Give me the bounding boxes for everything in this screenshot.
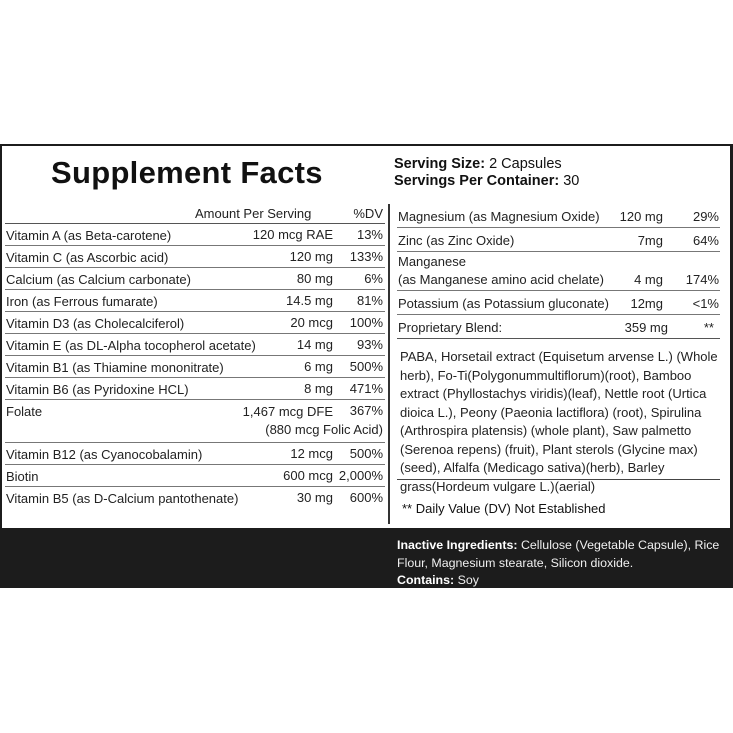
nutrient-name: Calcium (as Calcium carbonate): [6, 272, 191, 287]
nutrient-name: Vitamin E (as DL-Alpha tocopherol acetate): [6, 338, 256, 353]
inactive-label: Inactive Ingredients:: [397, 538, 518, 552]
servings-per-container-label: Servings Per Container:: [394, 173, 560, 189]
proprietary-blend-row: [397, 315, 720, 339]
folate-amount-line1: 1,467 mcg DFE: [242, 404, 333, 419]
nutrient-row: [5, 312, 385, 334]
manganese-name-line1: Manganese: [398, 254, 466, 269]
nutrient-name: Vitamin C (as Ascorbic acid): [6, 250, 169, 265]
nutrient-name: Vitamin A (as Beta-carotene): [6, 228, 172, 243]
nutrient-amount: 120 mg: [619, 209, 663, 224]
nutrient-amount: 120 mg: [289, 249, 333, 264]
zinc-row: [397, 228, 720, 252]
nutrient-dv: 29%: [692, 209, 719, 224]
blend-name: Proprietary Blend:: [398, 320, 503, 335]
nutrient-amount: 12mg: [630, 296, 663, 311]
nutrient-amount: 600 mcg: [283, 468, 333, 483]
nutrient-name: Vitamin B6 (as Pyridoxine HCL): [6, 382, 189, 397]
nutrient-row: [5, 334, 385, 356]
manganese-row: [397, 252, 720, 291]
nutrient-dv: 93%: [356, 337, 383, 352]
header-dv: %DV: [353, 206, 383, 221]
nutrient-row: [5, 246, 385, 268]
left-nutrient-table: [5, 204, 385, 508]
nutrient-name: Vitamin D3 (as Cholecalciferol): [6, 316, 185, 331]
nutrient-amount: 30 mg: [296, 490, 333, 505]
potassium-row: [397, 291, 720, 315]
nutrient-row: [5, 487, 385, 508]
nutrient-amount: 12 mcg: [290, 446, 333, 461]
nutrient-dv: 6%: [364, 271, 383, 286]
contains-value: Soy: [457, 573, 479, 587]
nutrient-name: Folate: [6, 404, 43, 419]
nutrient-dv: 100%: [349, 315, 383, 330]
nutrient-name: Vitamin B12 (as Cyanocobalamin): [6, 447, 203, 462]
nutrient-dv: 64%: [692, 233, 719, 248]
nutrient-name: Iron (as Ferrous fumarate): [6, 294, 158, 309]
nutrient-amount: 8 mg: [304, 381, 333, 396]
nutrient-dv: <1%: [692, 296, 719, 311]
nutrient-amount: 6 mg: [304, 359, 333, 374]
nutrient-row: [5, 356, 385, 378]
nutrient-amount: 14 mg: [296, 337, 333, 352]
blend-amount: 359 mg: [624, 320, 668, 335]
nutrient-amount: 80 mg: [296, 271, 333, 286]
nutrient-row: [5, 465, 385, 487]
nutrient-amount: 20 mcg: [290, 315, 333, 330]
serving-info: [394, 156, 579, 190]
nutrient-dv: 500%: [349, 359, 383, 374]
nutrient-dv: 81%: [356, 293, 383, 308]
nutrient-name: Biotin: [6, 469, 39, 484]
manganese-name-line2: (as Manganese amino acid chelate): [398, 272, 604, 287]
nutrient-row: [5, 268, 385, 290]
nutrient-amount: 4 mg: [634, 272, 663, 287]
folate-dv: 367%: [349, 403, 383, 418]
nutrient-name: Vitamin B1 (as Thiamine mononitrate): [6, 360, 224, 375]
servings-per-container-value: 30: [563, 173, 580, 189]
nutrient-name: Magnesium (as Magnesium Oxide): [398, 209, 600, 224]
nutrient-name: Potassium (as Potassium gluconate): [398, 296, 609, 311]
nutrient-dv: 133%: [349, 249, 383, 264]
blend-ingredients: PABA, Horsetail extract (Equisetum arvense L.) (Whole herb), Fo-Ti(Polygonummultiflorum)(root), Bamboo extract (Phyllostachys viridis)(leaf), Nettle root (Urtica dioica L.), Peony (Paeonia lactiflora) (root), Spirulina (Arthrospira platensis) (whole plant), Saw palmetto (Serenoa repens) (fruit), Plant sterols (Glycine max)(seed), Alfalfa (Medicago sativa)(herb), Barley grass(Hordeum vulgare L.)(aerial): [397, 339, 720, 480]
table-header: [5, 204, 385, 224]
folate-row: [5, 400, 385, 443]
nutrient-row: [5, 443, 385, 465]
blend-dv: **: [703, 320, 714, 335]
contains-label: Contains:: [397, 573, 455, 587]
column-divider: [388, 204, 390, 524]
magnesium-row: [397, 204, 720, 228]
nutrient-dv: 174%: [685, 272, 719, 287]
nutrient-dv: 13%: [356, 227, 383, 242]
nutrient-dv: 600%: [349, 490, 383, 505]
panel-title: Supplement Facts: [51, 155, 323, 190]
serving-size-label: Serving Size:: [394, 156, 486, 172]
nutrient-amount: 7mg: [637, 233, 663, 248]
daily-value-note: ** Daily Value (DV) Not Established: [402, 501, 606, 516]
serving-size-value: 2 Capsules: [489, 156, 562, 172]
nutrient-row: [5, 290, 385, 312]
nutrient-row: [5, 378, 385, 400]
nutrient-dv: 500%: [349, 446, 383, 461]
header-amount: Amount Per Serving: [195, 206, 312, 221]
nutrient-amount: 14.5 mg: [286, 293, 333, 308]
right-nutrient-table: [397, 204, 720, 494]
nutrient-dv: 471%: [349, 381, 383, 396]
inactive-ingredients: [397, 537, 722, 590]
nutrient-dv: 2,000%: [338, 468, 383, 483]
nutrient-name: Zinc (as Zinc Oxide): [398, 233, 515, 248]
nutrient-amount: 120 mcg RAE: [252, 227, 333, 242]
inactive-text: Cellulose (Vegetable Capsule), Rice Flour, Magnesium stearate, Silicon dioxide.: [397, 538, 720, 570]
nutrient-name: Vitamin B5 (as D-Calcium pantothenate): [6, 491, 239, 506]
folate-amount-line2: (880 mcg Folic Acid): [265, 422, 383, 437]
nutrient-row: [5, 224, 385, 246]
manganese-name: [398, 253, 604, 289]
